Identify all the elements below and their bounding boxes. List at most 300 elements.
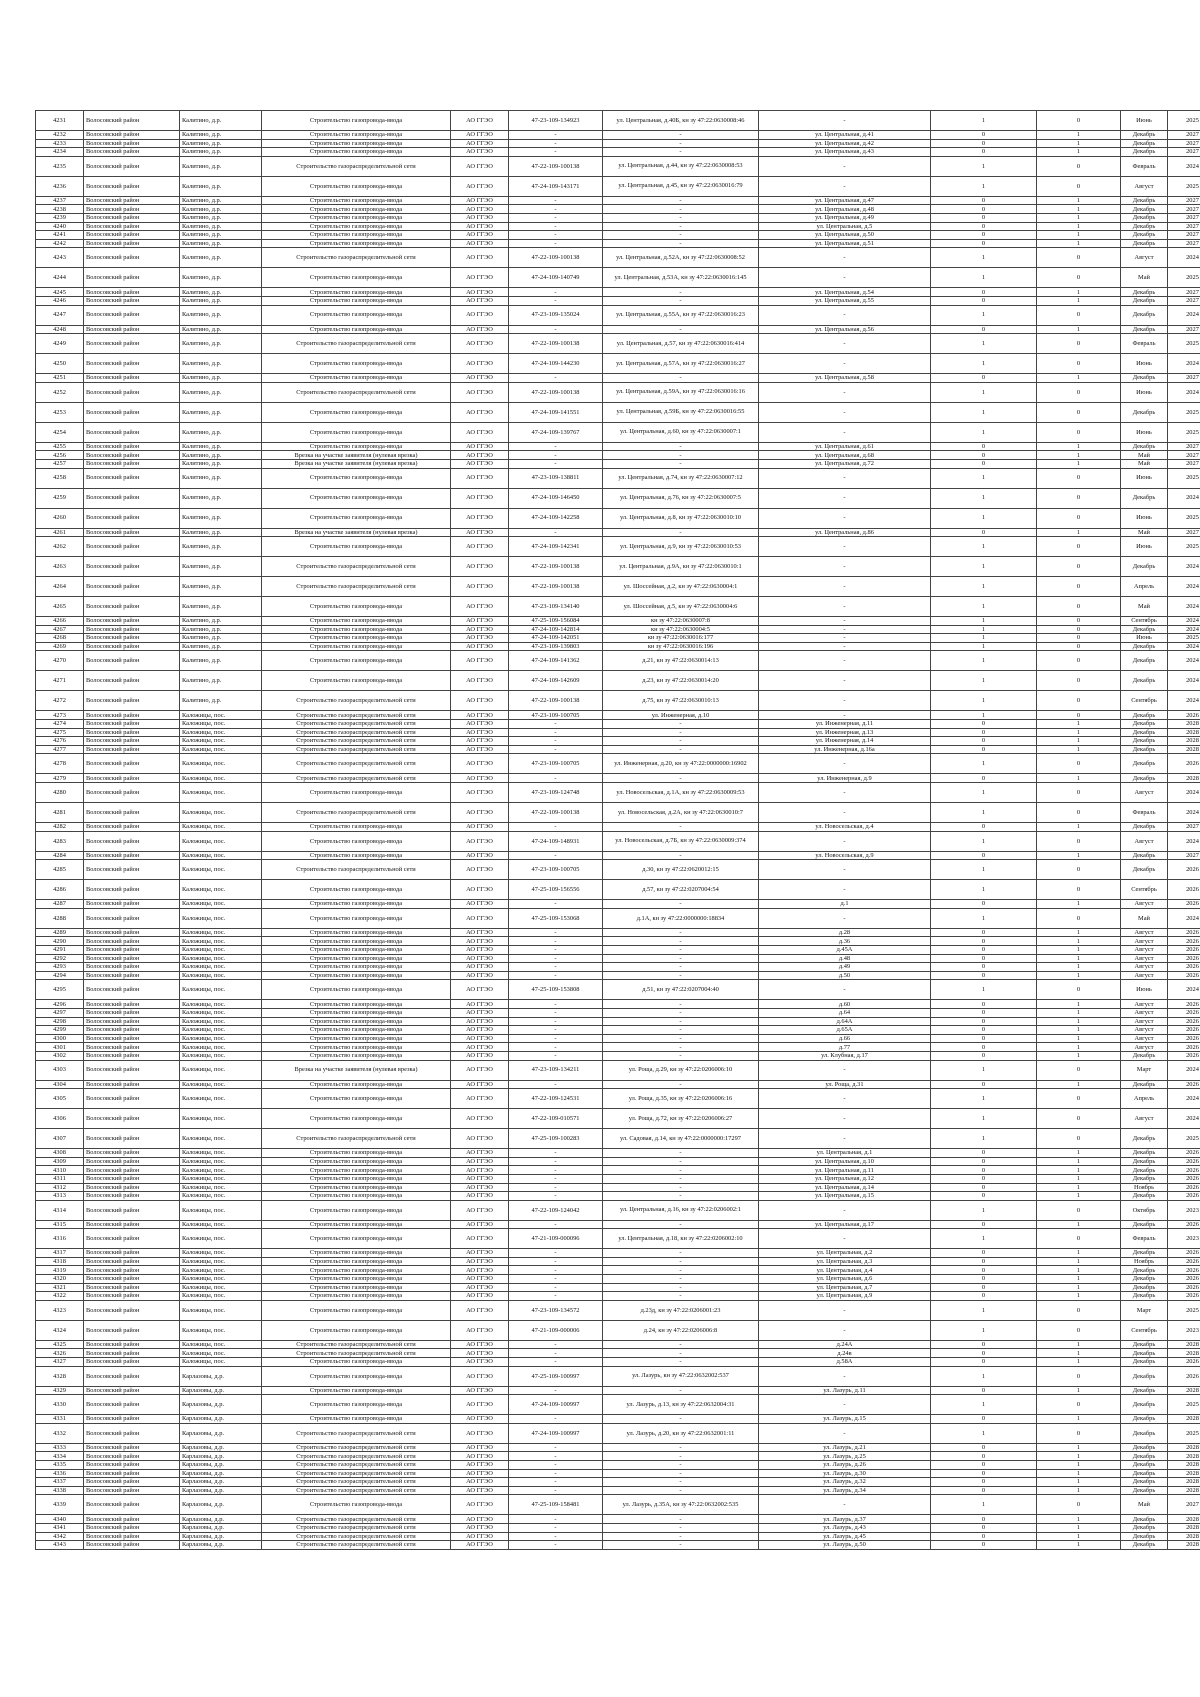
table-row <box>36 1320 1200 1340</box>
district-cell: Волосовский район <box>84 1089 180 1109</box>
month-cell: Декабрь <box>1121 1349 1168 1358</box>
flag-a-cell: 1 <box>931 557 1037 577</box>
object-address-cell: - <box>603 928 759 937</box>
flag-a-cell: 1 <box>931 305 1037 325</box>
table-row <box>36 508 1200 528</box>
year-cell: 2026 <box>1168 1266 1200 1275</box>
table-row <box>36 625 1200 634</box>
flag-b-cell: 1 <box>1037 1220 1121 1229</box>
planned-address-cell: - <box>759 468 931 488</box>
organization-cell: АО ГГЭО <box>451 528 509 537</box>
row-number: 4284 <box>36 851 84 860</box>
flag-b-cell: 1 <box>1037 288 1121 297</box>
district-cell: Волосовский район <box>84 382 180 402</box>
settlement-cell: Каложицы, пос. <box>180 1349 262 1358</box>
organization-cell: АО ГГЭО <box>451 1174 509 1183</box>
flag-a-cell: 0 <box>931 1515 1037 1524</box>
planned-address-cell: ул. Центральная, д.43 <box>759 148 931 157</box>
year-cell: 2027 <box>1168 222 1200 231</box>
flag-b-cell: 0 <box>1037 831 1121 851</box>
table-row <box>36 382 1200 402</box>
district-cell: Волосовский район <box>84 1157 180 1166</box>
year-cell: 2025 <box>1168 1129 1200 1149</box>
row-number: 4281 <box>36 803 84 823</box>
table-row <box>36 1495 1200 1515</box>
organization-cell: АО ГГЭО <box>451 422 509 442</box>
flag-a-cell: 0 <box>931 1486 1037 1495</box>
year-cell: 2024 <box>1168 1060 1200 1080</box>
flag-a-cell: 1 <box>931 577 1037 597</box>
year-cell: 2026 <box>1168 1034 1200 1043</box>
flag-a-cell: 0 <box>931 231 1037 240</box>
row-number: 4334 <box>36 1452 84 1461</box>
tu-number-cell: - <box>509 1183 603 1192</box>
tu-number-cell: 47-23-109-134140 <box>509 597 603 617</box>
month-cell: Август <box>1121 971 1168 980</box>
settlement-cell: Калитино, д.р. <box>180 305 262 325</box>
organization-cell: АО ГГЭО <box>451 1008 509 1017</box>
organization-cell: АО ГГЭО <box>451 305 509 325</box>
planned-address-cell: - <box>759 537 931 557</box>
row-number: 4259 <box>36 488 84 508</box>
flag-a-cell: 0 <box>931 442 1037 451</box>
tu-number-cell: - <box>509 851 603 860</box>
tu-number-cell: - <box>509 1149 603 1158</box>
flag-a-cell: 1 <box>931 634 1037 643</box>
table-row <box>36 803 1200 823</box>
row-number: 4335 <box>36 1461 84 1470</box>
flag-a-cell: 1 <box>931 1229 1037 1249</box>
planned-address-cell: ул. Центральная, д.48 <box>759 205 931 214</box>
month-cell: Август <box>1121 1017 1168 1026</box>
flag-b-cell: 0 <box>1037 305 1121 325</box>
planned-address-cell: - <box>759 617 931 626</box>
planned-address-cell: ул. Центральная, д.6 <box>759 1275 931 1284</box>
month-cell: Декабрь <box>1121 1283 1168 1292</box>
object-address-cell: - <box>603 528 759 537</box>
planned-address-cell: ул. Центральная, д.15 <box>759 1192 931 1201</box>
work-type-cell: Строительство газораспределительной сети <box>262 1129 451 1149</box>
year-cell: 2025 <box>1168 268 1200 288</box>
month-cell: Декабрь <box>1121 1386 1168 1395</box>
flag-b-cell: 1 <box>1037 1043 1121 1052</box>
planned-address-cell: - <box>759 980 931 1000</box>
settlement-cell: Каложицы, пос. <box>180 1192 262 1201</box>
month-cell: Сентябрь <box>1121 691 1168 711</box>
flag-a-cell: 1 <box>931 508 1037 528</box>
flag-a-cell: 1 <box>931 617 1037 626</box>
flag-b-cell: 1 <box>1037 774 1121 783</box>
work-type-cell: Строительство газораспределительной сети <box>262 1478 451 1487</box>
organization-cell: АО ГГЭО <box>451 1200 509 1220</box>
planned-address-cell: ул. Инженерная, д.16а <box>759 745 931 754</box>
work-type-cell: Строительство газораспределительной сети <box>262 1340 451 1349</box>
district-cell: Волосовский район <box>84 1257 180 1266</box>
object-address-cell: - <box>603 946 759 955</box>
organization-cell: АО ГГЭО <box>451 354 509 374</box>
flag-a-cell: 0 <box>931 737 1037 746</box>
flag-a-cell: 0 <box>931 1292 1037 1301</box>
tu-number-cell: - <box>509 1415 603 1424</box>
row-number: 4328 <box>36 1366 84 1386</box>
row-number: 4326 <box>36 1349 84 1358</box>
flag-a-cell: 0 <box>931 325 1037 334</box>
flag-b-cell: 1 <box>1037 451 1121 460</box>
object-address-cell: ул. Роща, д.29, кн зу 47:22:0206006:10 <box>603 1060 759 1080</box>
tu-number-cell: - <box>509 1220 603 1229</box>
month-cell: Декабрь <box>1121 1366 1168 1386</box>
object-address-cell: - <box>603 851 759 860</box>
work-type-cell: Строительство газораспределительной сети <box>262 1469 451 1478</box>
table-row <box>36 783 1200 803</box>
year-cell: 2024 <box>1168 908 1200 928</box>
table-row <box>36 1461 1200 1470</box>
settlement-cell: Калитино, д.р. <box>180 597 262 617</box>
district-cell: Волосовский район <box>84 1523 180 1532</box>
tu-number-cell: - <box>509 196 603 205</box>
month-cell: Декабрь <box>1121 196 1168 205</box>
year-cell: 2025 <box>1168 422 1200 442</box>
table-row <box>36 577 1200 597</box>
planned-address-cell: д.60 <box>759 1000 931 1009</box>
month-cell: Декабрь <box>1121 1157 1168 1166</box>
planned-address-cell: - <box>759 1109 931 1129</box>
year-cell: 2024 <box>1168 557 1200 577</box>
year-cell: 2026 <box>1168 1043 1200 1052</box>
flag-b-cell: 1 <box>1037 720 1121 729</box>
table-row <box>36 1166 1200 1175</box>
flag-a-cell: 1 <box>931 831 1037 851</box>
work-type-cell: Строительство газопровода-ввода <box>262 176 451 196</box>
organization-cell: АО ГГЭО <box>451 382 509 402</box>
object-address-cell: - <box>603 131 759 140</box>
organization-cell: АО ГГЭО <box>451 1257 509 1266</box>
flag-b-cell: 0 <box>1037 625 1121 634</box>
planned-address-cell: ул. Лазурь, д.45 <box>759 1532 931 1541</box>
work-type-cell: Строительство газораспределительной сети <box>262 691 451 711</box>
district-cell: Волосовский район <box>84 1275 180 1284</box>
flag-b-cell: 1 <box>1037 222 1121 231</box>
tu-number-cell: - <box>509 1461 603 1470</box>
work-type-cell: Строительство газораспределительной сети <box>262 248 451 268</box>
district-cell: Волосовский район <box>84 651 180 671</box>
year-cell: 2026 <box>1168 954 1200 963</box>
table-row <box>36 1340 1200 1349</box>
flag-a-cell: 0 <box>931 774 1037 783</box>
row-number: 4343 <box>36 1541 84 1550</box>
settlement-cell: Калитино, д.р. <box>180 374 262 383</box>
row-number: 4324 <box>36 1320 84 1340</box>
table-row <box>36 196 1200 205</box>
tu-number-cell: - <box>509 1174 603 1183</box>
flag-b-cell: 1 <box>1037 1266 1121 1275</box>
table-row <box>36 557 1200 577</box>
district-cell: Волосовский район <box>84 954 180 963</box>
planned-address-cell: - <box>759 783 931 803</box>
tu-number-cell: 47-22-109-124042 <box>509 1200 603 1220</box>
table-row <box>36 691 1200 711</box>
settlement-cell: Каложицы, пос. <box>180 1089 262 1109</box>
settlement-cell: Каложицы, пос. <box>180 1174 262 1183</box>
month-cell: Декабрь <box>1121 1340 1168 1349</box>
month-cell: Декабрь <box>1121 1523 1168 1532</box>
settlement-cell: Каложицы, пос. <box>180 1229 262 1249</box>
tu-number-cell: - <box>509 213 603 222</box>
work-type-cell: Строительство газораспределительной сети <box>262 1541 451 1550</box>
object-address-cell: - <box>603 1292 759 1301</box>
month-cell: Декабрь <box>1121 1452 1168 1461</box>
settlement-cell: Калитино, д.р. <box>180 288 262 297</box>
planned-address-cell: - <box>759 488 931 508</box>
work-type-cell: Строительство газораспределительной сети <box>262 1443 451 1452</box>
flag-a-cell: 0 <box>931 946 1037 955</box>
planned-address-cell: - <box>759 1129 931 1149</box>
work-type-cell: Врезка на участке заявителя (нулевая врезка) <box>262 459 451 468</box>
district-cell: Волосовский район <box>84 1174 180 1183</box>
year-cell: 2026 <box>1168 1283 1200 1292</box>
object-address-cell: - <box>603 222 759 231</box>
settlement-cell: Карлазовы, д.р. <box>180 1478 262 1487</box>
settlement-cell: Калитино, д.р. <box>180 148 262 157</box>
work-type-cell: Строительство газопровода-ввода <box>262 1008 451 1017</box>
settlement-cell: Каложицы, пос. <box>180 745 262 754</box>
month-cell: Декабрь <box>1121 651 1168 671</box>
work-type-cell: Строительство газопровода-ввода <box>262 783 451 803</box>
flag-a-cell: 1 <box>931 176 1037 196</box>
row-number: 4260 <box>36 508 84 528</box>
month-cell: Апрель <box>1121 577 1168 597</box>
tu-number-cell: - <box>509 239 603 248</box>
month-cell: Май <box>1121 908 1168 928</box>
flag-b-cell: 0 <box>1037 1495 1121 1515</box>
flag-a-cell: 0 <box>931 963 1037 972</box>
row-number: 4302 <box>36 1051 84 1060</box>
object-address-cell: - <box>603 1283 759 1292</box>
work-type-cell: Строительство газопровода-ввода <box>262 1275 451 1284</box>
month-cell: Июнь <box>1121 422 1168 442</box>
organization-cell: АО ГГЭО <box>451 1358 509 1367</box>
row-number: 4240 <box>36 222 84 231</box>
flag-b-cell: 1 <box>1037 1183 1121 1192</box>
district-cell: Волосовский район <box>84 1183 180 1192</box>
row-number: 4301 <box>36 1043 84 1052</box>
tu-number-cell: - <box>509 231 603 240</box>
year-cell: 2026 <box>1168 754 1200 774</box>
object-address-cell: - <box>603 1034 759 1043</box>
flag-a-cell: 1 <box>931 1366 1037 1386</box>
tu-number-cell: 47-24-109-142341 <box>509 537 603 557</box>
settlement-cell: Калитино, д.р. <box>180 156 262 176</box>
planned-address-cell: - <box>759 334 931 354</box>
district-cell: Волосовский район <box>84 928 180 937</box>
month-cell: Декабрь <box>1121 231 1168 240</box>
tu-number-cell: 47-23-109-134572 <box>509 1300 603 1320</box>
planned-address-cell: ул. Новосельская, д.4 <box>759 823 931 832</box>
settlement-cell: Каложицы, пос. <box>180 1275 262 1284</box>
year-cell: 2024 <box>1168 625 1200 634</box>
row-number: 4318 <box>36 1257 84 1266</box>
flag-a-cell: 1 <box>931 783 1037 803</box>
district-cell: Волосовский район <box>84 557 180 577</box>
organization-cell: АО ГГЭО <box>451 597 509 617</box>
year-cell: 2025 <box>1168 537 1200 557</box>
district-cell: Волосовский район <box>84 1395 180 1415</box>
row-number: 4313 <box>36 1192 84 1201</box>
flag-b-cell: 1 <box>1037 1034 1121 1043</box>
object-address-cell: д.57, кн зу 47:22:0207004:54 <box>603 880 759 900</box>
year-cell: 2024 <box>1168 651 1200 671</box>
work-type-cell: Строительство газопровода-ввода <box>262 642 451 651</box>
flag-b-cell: 1 <box>1037 954 1121 963</box>
row-number: 4304 <box>36 1080 84 1089</box>
table-row <box>36 651 1200 671</box>
month-cell: Декабрь <box>1121 737 1168 746</box>
planned-address-cell: ул. Центральная, д.50 <box>759 231 931 240</box>
organization-cell: АО ГГЭО <box>451 1292 509 1301</box>
flag-b-cell: 1 <box>1037 1149 1121 1158</box>
flag-a-cell: 0 <box>931 728 1037 737</box>
work-type-cell: Строительство газопровода-ввода <box>262 488 451 508</box>
year-cell: 2026 <box>1168 1080 1200 1089</box>
row-number: 4292 <box>36 954 84 963</box>
settlement-cell: Калитино, д.р. <box>180 459 262 468</box>
planned-address-cell: ул. Лазурь, д.15 <box>759 1415 931 1424</box>
flag-b-cell: 1 <box>1037 139 1121 148</box>
settlement-cell: Калитино, д.р. <box>180 325 262 334</box>
flag-a-cell: 1 <box>931 468 1037 488</box>
year-cell: 2027 <box>1168 528 1200 537</box>
row-number: 4303 <box>36 1060 84 1080</box>
tu-number-cell: 47-24-109-141362 <box>509 651 603 671</box>
flag-b-cell: 0 <box>1037 382 1121 402</box>
planned-address-cell: ул. Центральная, д.49 <box>759 213 931 222</box>
district-cell: Волосовский район <box>84 1461 180 1470</box>
row-number: 4339 <box>36 1495 84 1515</box>
organization-cell: АО ГГЭО <box>451 1523 509 1532</box>
month-cell: Март <box>1121 1300 1168 1320</box>
organization-cell: АО ГГЭО <box>451 1423 509 1443</box>
flag-b-cell: 1 <box>1037 1017 1121 1026</box>
organization-cell: АО ГГЭО <box>451 783 509 803</box>
district-cell: Волосовский район <box>84 737 180 746</box>
object-address-cell: ул. Центральная, д.45, кн зу 47:22:0630016:79 <box>603 176 759 196</box>
work-type-cell: Строительство газораспределительной сети <box>262 720 451 729</box>
table-row <box>36 1229 1200 1249</box>
district-cell: Волосовский район <box>84 1469 180 1478</box>
table-row <box>36 1192 1200 1201</box>
work-type-cell: Строительство газопровода-ввода <box>262 231 451 240</box>
table-row <box>36 1060 1200 1080</box>
tu-number-cell: 47-21-109-000096 <box>509 1229 603 1249</box>
month-cell: Август <box>1121 783 1168 803</box>
planned-address-cell: д.24А <box>759 1340 931 1349</box>
flag-b-cell: 1 <box>1037 928 1121 937</box>
table-row <box>36 900 1200 909</box>
work-type-cell: Строительство газопровода-ввода <box>262 139 451 148</box>
district-cell: Волосовский район <box>84 823 180 832</box>
month-cell: Февраль <box>1121 803 1168 823</box>
flag-a-cell: 1 <box>931 691 1037 711</box>
district-cell: Волосовский район <box>84 745 180 754</box>
row-number: 4231 <box>36 111 84 131</box>
row-number: 4241 <box>36 231 84 240</box>
table-row <box>36 754 1200 774</box>
work-type-cell: Строительство газопровода-ввода <box>262 1358 451 1367</box>
month-cell: Август <box>1121 1109 1168 1129</box>
table-row <box>36 737 1200 746</box>
table-row <box>36 1149 1200 1158</box>
planned-address-cell: д.48 <box>759 954 931 963</box>
district-cell: Волосовский район <box>84 1366 180 1386</box>
district-cell: Волосовский район <box>84 248 180 268</box>
table-row <box>36 1266 1200 1275</box>
table-row <box>36 1349 1200 1358</box>
year-cell: 2026 <box>1168 1183 1200 1192</box>
tu-number-cell: - <box>509 131 603 140</box>
table-row <box>36 1523 1200 1532</box>
object-address-cell: ул. Новосельская, д.2А, кн зу 47:22:0630010:7 <box>603 803 759 823</box>
planned-address-cell: ул. Центральная, д.58 <box>759 374 931 383</box>
table-row <box>36 528 1200 537</box>
work-type-cell: Строительство газопровода-ввода <box>262 1174 451 1183</box>
district-cell: Волосовский район <box>84 239 180 248</box>
year-cell: 2027 <box>1168 205 1200 214</box>
planned-address-cell: ул. Инженерная, д.14 <box>759 737 931 746</box>
year-cell: 2027 <box>1168 239 1200 248</box>
work-type-cell: Строительство газопровода-ввода <box>262 671 451 691</box>
table-row <box>36 774 1200 783</box>
table-row <box>36 963 1200 972</box>
tu-number-cell: - <box>509 139 603 148</box>
planned-address-cell: д.1 <box>759 900 931 909</box>
row-number: 4267 <box>36 625 84 634</box>
table-row <box>36 1478 1200 1487</box>
table-row <box>36 148 1200 157</box>
settlement-cell: Каложицы, пос. <box>180 1249 262 1258</box>
table-row <box>36 442 1200 451</box>
row-number: 4340 <box>36 1515 84 1524</box>
year-cell: 2026 <box>1168 1358 1200 1367</box>
row-number: 4321 <box>36 1283 84 1292</box>
flag-b-cell: 0 <box>1037 111 1121 131</box>
planned-address-cell: ул. Центральная, д.17 <box>759 1220 931 1229</box>
tu-number-cell: 47-22-109-100138 <box>509 577 603 597</box>
work-type-cell: Строительство газопровода-ввода <box>262 468 451 488</box>
flag-b-cell: 1 <box>1037 374 1121 383</box>
planned-address-cell: - <box>759 382 931 402</box>
year-cell: 2028 <box>1168 737 1200 746</box>
table-row <box>36 205 1200 214</box>
row-number: 4250 <box>36 354 84 374</box>
flag-a-cell: 1 <box>931 1060 1037 1080</box>
organization-cell: АО ГГЭО <box>451 459 509 468</box>
month-cell: Декабрь <box>1121 488 1168 508</box>
row-number: 4283 <box>36 831 84 851</box>
tu-number-cell: 47-22-109-100138 <box>509 382 603 402</box>
settlement-cell: Каложицы, пос. <box>180 831 262 851</box>
tu-number-cell: - <box>509 1157 603 1166</box>
month-cell: Декабрь <box>1121 1129 1168 1149</box>
work-type-cell: Строительство газопровода-ввода <box>262 402 451 422</box>
row-number: 4342 <box>36 1532 84 1541</box>
table-row <box>36 1275 1200 1284</box>
tu-number-cell: 47-24-109-140749 <box>509 268 603 288</box>
table-row <box>36 851 1200 860</box>
year-cell: 2028 <box>1168 1515 1200 1524</box>
settlement-cell: Калитино, д.р. <box>180 451 262 460</box>
month-cell: Июнь <box>1121 634 1168 643</box>
organization-cell: АО ГГЭО <box>451 1395 509 1415</box>
